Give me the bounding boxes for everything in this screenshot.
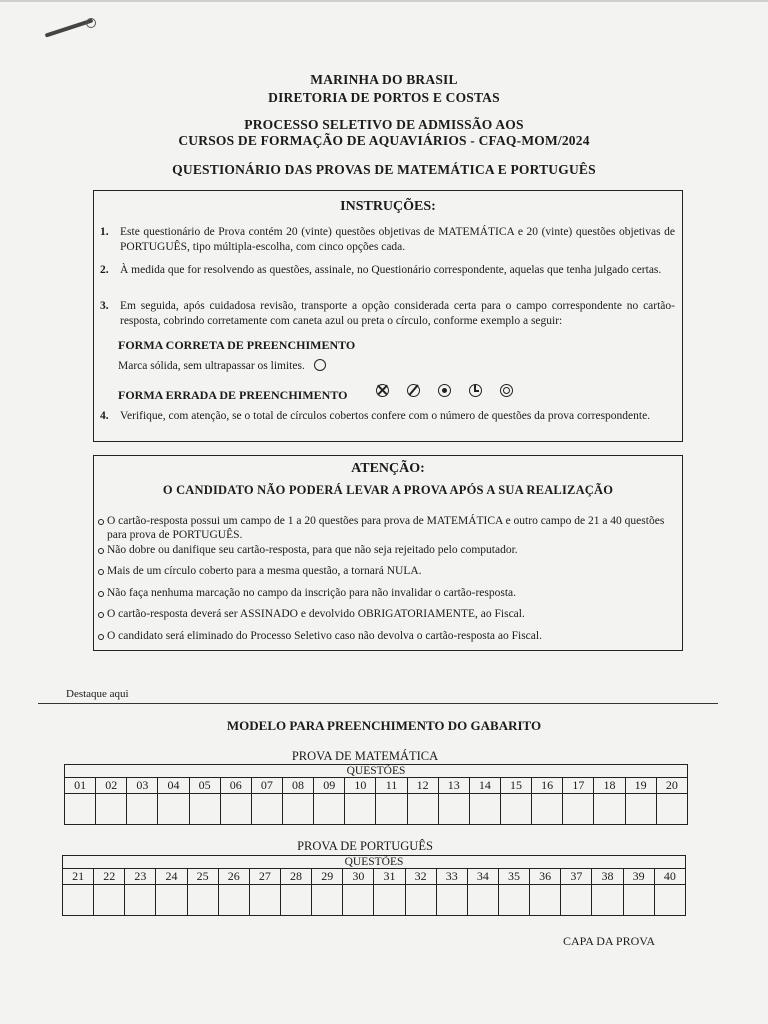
dept-name: DIRETORIA DE PORTOS E COSTAS — [268, 90, 500, 105]
question-number-cell: 10 — [345, 778, 376, 794]
answer-cell[interactable] — [220, 794, 251, 825]
process-title: PROCESSO SELETIVO DE ADMISSÃO AOS — [244, 117, 524, 132]
question-number-cell: 36 — [530, 869, 561, 885]
attention-subtitle: O CANDIDATO NÃO PODERÁ LEVAR A PROVA APÓS A SUA REALIZAÇÃO — [162, 483, 614, 497]
question-number-cell: 25 — [187, 869, 218, 885]
question-number-cell: 37 — [561, 869, 592, 885]
answer-cell[interactable] — [656, 794, 687, 825]
instruction-item — [100, 409, 675, 424]
instruction-number: 3. — [100, 300, 109, 312]
attention-bullet — [98, 629, 676, 643]
instruction-text: Verifique, com atenção, se o total de círculos cobertos confere com o número de questões da prova correspondente. — [120, 410, 651, 422]
math-section-title: PROVA DE MATEMÁTICA — [291, 749, 439, 763]
question-number-cell: 23 — [125, 869, 156, 885]
wrong-fill-title: FORMA ERRADA DE PREENCHIMENTO — [118, 388, 348, 402]
question-number-cell: 14 — [469, 778, 500, 794]
answer-cell[interactable] — [623, 885, 654, 916]
portuguese-answer-grid — [62, 855, 686, 916]
wrong-fill-examples — [376, 384, 513, 397]
question-number-cell: 38 — [592, 869, 623, 885]
question-number-cell: 20 — [656, 778, 687, 794]
circle-example-icon — [314, 359, 326, 371]
math-answer-grid — [64, 764, 688, 825]
attention-bullet — [98, 607, 676, 621]
instruction-number: 1. — [100, 226, 109, 238]
question-number-cell: 29 — [312, 869, 343, 885]
question-number-cell: 28 — [280, 869, 311, 885]
question-number-cell: 07 — [251, 778, 282, 794]
answer-cell[interactable] — [438, 794, 469, 825]
correct-fill-text: Marca sólida, sem ultrapassar os limites. — [118, 360, 305, 372]
answer-cell[interactable] — [436, 885, 467, 916]
question-number-cell: 01 — [65, 778, 96, 794]
correct-fill-example — [118, 359, 326, 372]
question-number-cell: 16 — [532, 778, 563, 794]
instruction-item — [100, 299, 675, 329]
answer-cell[interactable] — [158, 794, 189, 825]
model-title: MODELO PARA PREENCHIMENTO DO GABARITO — [226, 718, 542, 733]
instruction-number: 2. — [100, 264, 109, 276]
x-mark-circle-icon — [376, 384, 389, 397]
slash-circle-icon — [407, 384, 420, 397]
answer-cell[interactable] — [63, 885, 94, 916]
question-number-cell: 18 — [594, 778, 625, 794]
question-number-cell: 09 — [314, 778, 345, 794]
answer-cell[interactable] — [563, 794, 594, 825]
question-number-cell: 19 — [625, 778, 656, 794]
instructions-box — [93, 190, 683, 442]
correct-fill-title: FORMA CORRETA DE PREENCHIMENTO — [118, 338, 356, 352]
answer-cell[interactable] — [532, 794, 563, 825]
dot-circle-icon — [438, 384, 451, 397]
questions-header: QUESTÕES — [65, 765, 688, 778]
questions-header: QUESTÕES — [63, 856, 686, 869]
question-number-cell: 32 — [405, 869, 436, 885]
answer-cell[interactable] — [625, 794, 656, 825]
question-number-cell: 08 — [282, 778, 313, 794]
answer-cell[interactable] — [314, 794, 345, 825]
question-number-cell: 34 — [467, 869, 498, 885]
instruction-text: Em seguida, após cuidadosa revisão, transporte a opção considerada certa para o campo correspondente no cartão-resposta, cobrindo corretamente com caneta azul ou preta o círculo, conforme exemplo a seguir: — [120, 300, 675, 327]
answer-cell[interactable] — [345, 794, 376, 825]
question-number-cell: 39 — [623, 869, 654, 885]
answer-cell[interactable] — [156, 885, 187, 916]
attention-bullet-text: Não faça nenhuma marcação no campo da inscrição para não invalidar o cartão-resposta. — [107, 587, 517, 599]
answer-cell[interactable] — [654, 885, 685, 916]
org-name: MARINHA DO BRASIL — [310, 72, 458, 87]
answer-cell[interactable] — [96, 794, 127, 825]
question-number-cell: 27 — [249, 869, 280, 885]
attention-title: ATENÇÃO: — [351, 461, 425, 476]
answer-cell[interactable] — [187, 885, 218, 916]
instruction-item — [100, 263, 675, 278]
answer-cell[interactable] — [498, 885, 529, 916]
answer-cell[interactable] — [343, 885, 374, 916]
answer-cell[interactable] — [280, 885, 311, 916]
question-number-cell: 33 — [436, 869, 467, 885]
attention-bullet-text: Mais de um círculo coberto para a mesma questão, a tornará NULA. — [107, 565, 422, 577]
answer-cell[interactable] — [312, 885, 343, 916]
attention-bullet-text: O cartão-resposta deverá ser ASSINADO e devolvido OBRIGATORIAMENTE, ao Fiscal. — [107, 608, 525, 620]
question-number-cell: 21 — [63, 869, 94, 885]
question-number-cell: 06 — [220, 778, 251, 794]
answer-cell[interactable] — [218, 885, 249, 916]
question-number-cell: 11 — [376, 778, 407, 794]
pen-mark-tip — [86, 18, 96, 28]
answer-cell[interactable] — [467, 885, 498, 916]
attention-bullet-text: Não dobre ou danifique seu cartão-resposta, para que não seja rejeitado pelo computador. — [107, 544, 518, 556]
attention-bullet — [98, 543, 676, 557]
attention-bullet-text: O cartão-resposta possui um campo de 1 a 20 questões para prova de MATEMÁTICA e outro campo de 21 a 40 questões para prova de PORTUGUÊS. — [107, 515, 665, 541]
instruction-item — [100, 225, 675, 255]
answer-cell[interactable] — [561, 885, 592, 916]
question-number-cell: 35 — [498, 869, 529, 885]
question-number-cell: 26 — [218, 869, 249, 885]
answer-cell[interactable] — [407, 794, 438, 825]
course-title: CURSOS DE FORMAÇÃO DE AQUAVIÁRIOS - CFAQ-MOM/2024 — [178, 133, 590, 148]
answer-cell[interactable] — [594, 794, 625, 825]
question-number-cell: 13 — [438, 778, 469, 794]
answer-cell[interactable] — [127, 794, 158, 825]
attention-box — [93, 455, 683, 651]
answer-cell[interactable] — [469, 794, 500, 825]
question-number-cell: 03 — [127, 778, 158, 794]
attention-bullet-text: O candidato será eliminado do Processo Seletivo caso não devolva o cartão-resposta ao Fiscal. — [107, 630, 542, 642]
answer-cell[interactable] — [125, 885, 156, 916]
question-number-cell: 05 — [189, 778, 220, 794]
attention-bullet — [98, 514, 676, 542]
question-number-cell: 40 — [654, 869, 685, 885]
answer-cell[interactable] — [500, 794, 531, 825]
answer-cell[interactable] — [282, 794, 313, 825]
attention-bullet — [98, 564, 676, 578]
question-number-cell: 22 — [94, 869, 125, 885]
cover-label: CAPA DA PROVA — [563, 934, 656, 948]
answer-cell[interactable] — [530, 885, 561, 916]
question-number-cell: 15 — [500, 778, 531, 794]
ring-circle-icon — [500, 384, 513, 397]
instruction-text: À medida que for resolvendo as questões, assinale, no Questionário correspondente, aquelas que tenha julgado certas. — [120, 264, 662, 276]
question-number-cell: 17 — [563, 778, 594, 794]
answer-cell[interactable] — [374, 885, 405, 916]
instruction-text: Este questionário de Prova contém 20 (vinte) questões objetivas de MATEMÁTICA e 20 (vinte) questões objetivas de PORTUGUÊS, tipo múltipla-escolha, com cinco opções cada. — [120, 226, 675, 253]
answer-cell[interactable] — [251, 794, 282, 825]
instructions-title: INSTRUÇÕES: — [340, 199, 436, 214]
question-number-cell: 31 — [374, 869, 405, 885]
cut-label: Destaque aqui — [66, 688, 129, 700]
cut-line — [38, 703, 718, 704]
portuguese-section-title: PROVA DE PORTUGUÊS — [297, 839, 433, 853]
answer-cell[interactable] — [592, 885, 623, 916]
question-number-cell: 02 — [96, 778, 127, 794]
question-number-cell: 30 — [343, 869, 374, 885]
scan-edge — [0, 0, 768, 2]
answer-cell[interactable] — [94, 885, 125, 916]
answer-cell[interactable] — [405, 885, 436, 916]
answer-cell[interactable] — [376, 794, 407, 825]
answer-cell[interactable] — [65, 794, 96, 825]
answer-cell[interactable] — [249, 885, 280, 916]
partial-circle-icon — [469, 384, 482, 397]
instruction-number: 4. — [100, 410, 109, 422]
question-number-cell: 04 — [158, 778, 189, 794]
question-number-cell: 24 — [156, 869, 187, 885]
question-number-cell: 12 — [407, 778, 438, 794]
exam-subject: QUESTIONÁRIO DAS PROVAS DE MATEMÁTICA E PORTUGUÊS — [172, 162, 596, 177]
answer-cell[interactable] — [189, 794, 220, 825]
attention-bullet — [98, 586, 676, 600]
